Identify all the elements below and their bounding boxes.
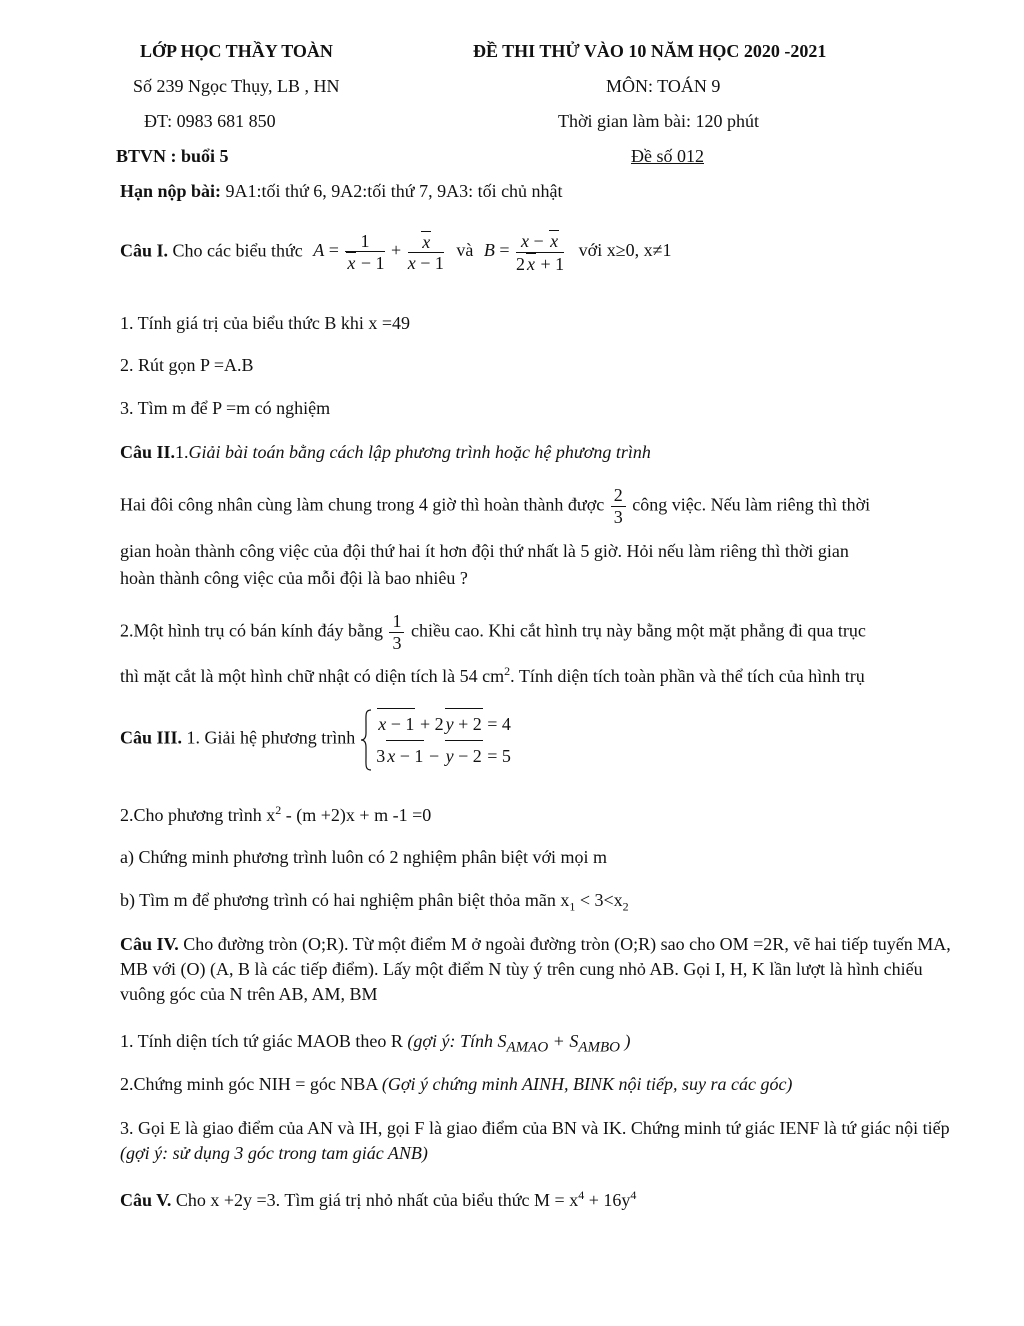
expression-B: B = $\frac{x - x}{2 x + 1}$: [483, 231, 565, 274]
q3-a: a) Chứng minh phương trình luôn có 2 nghiệm phân biệt với mọi m: [120, 847, 608, 867]
q1-and: và: [456, 240, 474, 261]
q2-p2-a: 2.Một hình trụ có bán kính đáy bằng: [120, 620, 383, 641]
q2-p1-b: công việc. Nếu làm riêng thì thời: [632, 494, 871, 515]
q2-label: Câu II.: [120, 442, 176, 462]
q3-part1: 1. Giải hệ phương trình: [182, 727, 356, 748]
deadline-text: 9A1:tối thứ 6, 9A2:tối thứ 7, 9A3: tối chủ nhật: [221, 181, 563, 201]
q4-i3-hint: (gợi ý: sử dụng 3 góc trong tam giác ANB): [120, 1143, 428, 1164]
q3-system: [120, 708, 511, 771]
q2-part1-title: Giải bài toán bằng cách lập phương trình hoặc hệ phương trình: [188, 442, 651, 462]
q4-i2-text: 2.Chứng minh góc NIH = góc NBA: [120, 1074, 378, 1094]
deadline: [120, 180, 563, 203]
q4-intro: [120, 932, 960, 1008]
q4-i3-text: 3. Gọi E là giao điểm của AN và IH, gọi F là giao điểm của BN và IK. Chứng minh tứ giác IENF là tứ giác nội tiếp: [120, 1118, 950, 1138]
q3-equation: 2.Cho phương trình $x^2 - (m +2)x + m$ -1 =0: [120, 803, 432, 825]
exam-time: Thời gian làm bài: 120 phút: [558, 111, 759, 131]
q1-label: Câu I.: [120, 240, 169, 261]
q4-i2-hint: (Gợi ý chứng minh AINH, BINK nội tiếp, suy ra các góc): [381, 1074, 793, 1094]
homework-session: BTVN : buổi 5: [116, 146, 229, 166]
school-name: LỚP HỌC THẦY TOÀN: [140, 41, 333, 61]
q1-condition: với x≥0, x≠1: [578, 240, 672, 261]
expression-A: A = $\frac{1}{x - 1}$ + $\frac{x}{x - 1}$: [313, 230, 444, 274]
school-phone: ĐT: 0983 681 850: [144, 111, 276, 131]
q2-p1-line1: [120, 485, 870, 527]
q2-p2-d: . Tính diện tích toàn phần và thể tích của hình trụ: [510, 666, 865, 686]
q3-b-text: b) Tìm m để phương trình có hai nghiệm phân biệt thỏa mãn x: [120, 890, 570, 910]
q5: Câu V. Cho x +2y =3. Tìm giá trị nhỏ nhất của biểu thức $M = x^4 + 16y^4$: [120, 1188, 637, 1210]
q2-p1-d: hoàn thành công việc của mỗi đội là bao nhiêu ?: [120, 568, 468, 588]
q5-text2: + 16y: [584, 1190, 631, 1210]
q1-item-2: 2. Rút gọn P =A.B: [120, 355, 254, 375]
q4-item-1: [120, 1030, 630, 1057]
school-address: Số 239 Ngọc Thụy, LB , HN: [133, 76, 340, 96]
exam-title: ĐỀ THI THỬ VÀO 10 NĂM HỌC 2020 -2021: [473, 41, 827, 61]
q4-item-3: [120, 1116, 960, 1166]
system-brace: [360, 709, 372, 771]
system-eq-2: 3 x − 1 − y − 2 = 5: [376, 740, 511, 772]
q2-p1-c: gian hoàn thành công việc của đội thứ hai ít hơn đội thứ nhất là 5 giờ. Hỏi nếu làm riêng thì thời gian: [120, 541, 849, 561]
q1-item-3: 3. Tìm m để P =m có nghiệm: [120, 398, 331, 418]
exam-subject: MÔN: TOÁN 9: [606, 76, 721, 96]
q4-label: Câu IV.: [120, 934, 179, 954]
system-eq-1: x − 1 + 2 y + 2 = 4: [376, 708, 511, 740]
q2-p2-line1: [120, 611, 866, 653]
q2-p2-b: chiều cao. Khi cắt hình trụ này bằng một mặt phẳng đi qua trục: [410, 620, 866, 641]
q4-item-2: [120, 1073, 792, 1096]
q1-item-1: 1. Tính giá trị của biểu thức B khi x =49: [120, 313, 411, 333]
q3-eq-intro: 2.Cho phương trình x: [120, 805, 276, 825]
q2-p2-line2: thì mặt cắt là một hình chữ nhật có diện tích là 54 $cm^2$. Tính diện tích toàn phần và thể tích của hình trụ: [120, 664, 865, 686]
q4-text: Cho đường tròn (O;R). Từ một điểm M ở ngoài đường tròn (O;R) sao cho OM =2R, vẽ hai tiếp tuyến MA, MB với (O) (A, B là các tiếp điểm). Lấy một điểm N tùy ý trên cung nhỏ AB. Gọi I, H, K lần lượt là hình chiếu vuông góc của N trên AB, AM, BM: [120, 934, 951, 1005]
fraction-two-thirds: $\frac{2}{3}$: [611, 485, 626, 527]
q2-p2-c: thì mặt cắt là một hình chữ nhật có diện tích là 54 cm: [120, 666, 505, 686]
q2-p1-a: Hai đôi công nhân cùng làm chung trong 4 giờ thì hoàn thành được: [120, 494, 605, 515]
system-equations: [376, 708, 511, 771]
deadline-label: Hạn nộp bài:: [120, 181, 222, 201]
q2-part1-prefix: 1.: [175, 442, 189, 462]
q3-label: Câu III.: [120, 727, 183, 748]
exam-number: Đề số 012: [631, 146, 704, 166]
q4-i1-hint: (gợi ý: Tính $S_{AMAO} + S_{AMBO}$ ): [407, 1031, 631, 1056]
fraction-one-third: $\frac{1}{3}$: [389, 611, 404, 653]
q3-b: b) Tìm m để phương trình có hai nghiệm phân biệt thỏa mãn $x_1 < 3<x_2$: [120, 890, 629, 914]
q2-part1-heading: [120, 441, 651, 464]
q5-label: Câu V.: [120, 1190, 172, 1210]
q5-text: Cho x +2y =3. Tìm giá trị nhỏ nhất của biểu thức M = x: [171, 1190, 579, 1210]
q4-i1-text: 1. Tính diện tích tứ giác MAOB theo R: [120, 1031, 403, 1051]
q1-intro-text: Cho các biểu thức: [168, 240, 303, 261]
q3-eq-rest: - (m +2)x + m -1 =0: [281, 805, 432, 825]
question-1-intro: [120, 230, 671, 274]
